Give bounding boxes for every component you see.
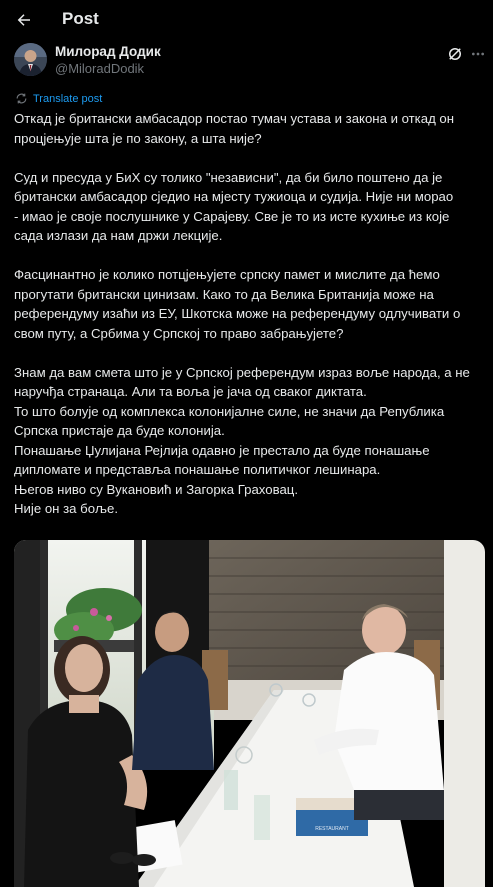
post-line: процјењује шта је по закону, а шта није?: [14, 130, 262, 146]
post-line: - имао је своје послушнике у Сарајеву. Све је то из исте кухиње из које: [14, 208, 450, 224]
post-paragraph: [14, 168, 484, 246]
post-line: референдуму изаћи из ЕУ, Шкотска може на референдуму одлучивати о: [14, 306, 461, 321]
author-names: [55, 44, 161, 77]
post-line: Суд и пресуда у БиХ су толико "независни", да би било поштено да је: [14, 169, 443, 185]
grok-button[interactable]: [446, 45, 464, 63]
post-line: прогутати британски цинизам. Како то да Велика Британија може на: [14, 286, 434, 302]
post-paragraph: [14, 109, 484, 148]
grok-icon: [446, 45, 464, 63]
post-line: Српска пристаје да буде колонија.: [14, 423, 225, 438]
arrow-left-icon: [15, 11, 33, 29]
book-label: RESTAURANT: [315, 826, 349, 832]
author-display-name[interactable]: Милорад Додик: [55, 44, 161, 59]
post-line: Фасцинантно је колико потцјењујете српску памет и мислите да ћемо: [14, 267, 440, 282]
post-line: дипломате и представља понашање политичког лешинара.: [14, 462, 381, 477]
post-line: То што болује од комплекса колонијалне силе, не значи да Република: [14, 403, 445, 419]
post-line: Његов ниво су Вукановић и Загорка Граховац.: [14, 481, 298, 497]
post-photo[interactable]: [14, 540, 485, 887]
post-line: Откад је британски амбасадор постао тумач устава и закона и откад он: [14, 111, 455, 126]
post-line: Понашање Џулијана Рејлија одавно је престало да буде понашање: [14, 442, 430, 458]
author-handle[interactable]: @MiloradDodik: [55, 61, 145, 76]
more-icon: [470, 46, 486, 62]
back-button[interactable]: [12, 8, 36, 32]
post-line: Није он за боље.: [14, 501, 118, 516]
avatar[interactable]: [14, 43, 47, 76]
post-line: сада излази да нам држи лекције.: [14, 228, 223, 243]
more-button[interactable]: [469, 45, 487, 63]
restaurant-photo: [14, 540, 485, 887]
post-paragraph: [14, 363, 484, 519]
post-text: [14, 109, 484, 538]
top-bar: [0, 0, 493, 40]
translate-label: Translate post: [33, 92, 103, 105]
post-line: свом путу, а Србима у Српској то право забрањујете?: [14, 325, 344, 341]
post-line: наручђа странаца. Али та воља је јача од сваког диктата.: [14, 384, 367, 399]
page-title: Post: [62, 9, 99, 28]
post-paragraph: [14, 265, 484, 343]
translate-post-link[interactable]: [15, 91, 102, 106]
post-line: Знам да вам смета што је у Српској референдум израз воље народа, а не: [14, 364, 470, 380]
translate-icon: [15, 92, 28, 105]
post-line: британски амбасадор сједио на мјесту тужиоца и судија. Није ни морао: [14, 189, 454, 204]
author-row: [14, 43, 479, 79]
